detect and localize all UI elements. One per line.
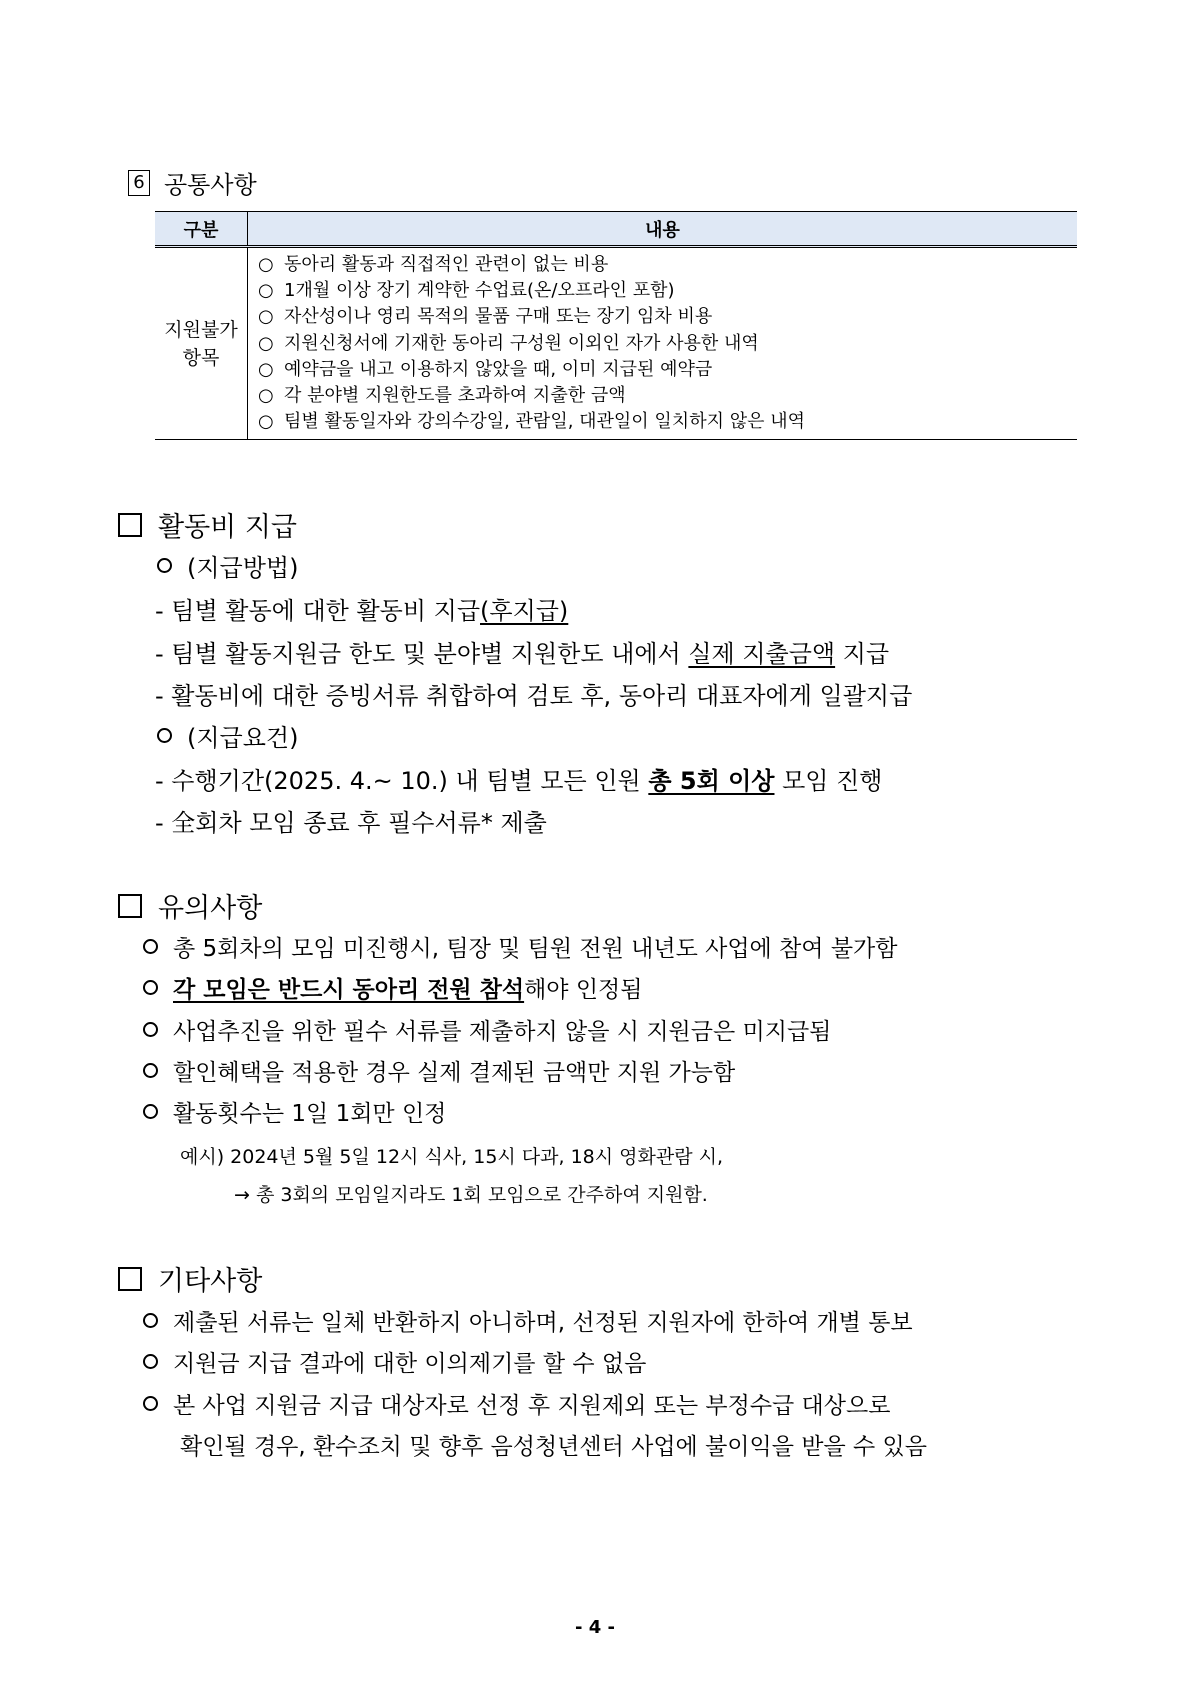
payment-requirement-line-2: - 全회차 모임 종료 후 필수서류* 제출	[155, 809, 547, 837]
payment-method-line-2: - 팀별 활동지원금 한도 및 분야별 지원한도 내에서 실제 지출금액 지급	[155, 640, 890, 668]
payment-requirement-heading: (지급요건)	[157, 718, 298, 753]
table-row	[155, 247, 1077, 440]
bullet-icon: ○	[258, 280, 274, 302]
table-header-row	[155, 212, 1077, 247]
other-item-3-continued: 확인될 경우, 환수조치 및 향후 음성청년센터 사업에 불이익을 받을 수 있음	[180, 1434, 927, 1460]
circle-bullet-icon	[157, 558, 172, 573]
circle-bullet-icon	[143, 1022, 158, 1037]
other-heading	[118, 1259, 262, 1298]
circle-bullet-icon	[157, 728, 172, 743]
caution-item-4: 할인혜택을 적용한 경우 실제 결제된 금액만 지원 가능함	[143, 1054, 735, 1087]
bullet-icon: ○	[258, 411, 274, 433]
section-number-box: 6	[128, 170, 150, 196]
caution-item-2: 각 모임은 반드시 동아리 전원 참석해야 인정됨	[143, 971, 643, 1004]
section-6-heading	[128, 165, 257, 200]
page-number: - 4 -	[575, 1617, 615, 1638]
list-item: ○ 자산성이나 영리 목적의 물품 구매 또는 장기 임차 비용	[258, 304, 1077, 330]
payment-method-line-3: - 활동비에 대한 증빙서류 취합하여 검토 후, 동아리 대표자에게 일괄지급	[155, 682, 913, 710]
bullet-icon: ○	[258, 332, 274, 354]
payment-method-line-1: - 팀별 활동에 대한 활동비 지급(후지급)	[155, 597, 569, 625]
caution-item-1: 총 5회차의 모임 미진행시, 팀장 및 팀원 전원 내년도 사업에 참여 불가함	[143, 930, 897, 963]
bullet-icon: ○	[258, 254, 274, 275]
header-content: 내용	[248, 212, 1078, 247]
list-item: ○ 지원신청서에 기재한 동아리 구성원 이외인 자가 사용한 내역	[258, 331, 1077, 357]
payment-method-heading: (지급방법)	[157, 548, 298, 583]
checkbox-square-icon	[118, 1267, 142, 1291]
payment-requirement-line-1: - 수행기간(2025. 4.~ 10.) 내 팀별 모든 인원 총 5회 이상 모임 진행	[155, 767, 883, 795]
other-item-1: 제출된 서류는 일체 반환하지 아니하며, 선정된 지원자에 한하여 개별 통보	[143, 1304, 913, 1337]
circle-bullet-icon	[143, 1396, 158, 1411]
row-label: 지원불가 항목	[155, 247, 248, 440]
list-item: ○ 동아리 활동과 직접적인 관련이 없는 비용	[258, 252, 1077, 278]
row-content	[248, 247, 1078, 440]
caution-item-3: 사업추진을 위한 필수 서류를 제출하지 않을 시 지원금은 미지급됨	[143, 1013, 831, 1046]
list-item: ○ 각 분야별 지원한도를 초과하여 지출한 금액	[258, 383, 1077, 409]
list-item: ○ 1개월 이상 장기 계약한 수업료(온/오프라인 포함)	[258, 278, 1077, 304]
payment-heading	[118, 505, 297, 544]
list-item: ○ 예약금을 내고 이용하지 않았을 때, 이미 지급된 예약금	[258, 357, 1077, 383]
circle-bullet-icon	[143, 939, 158, 954]
caution-heading	[118, 886, 262, 925]
payment-title: 활동비 지급	[158, 512, 297, 543]
checkbox-square-icon	[118, 513, 142, 537]
circle-bullet-icon	[143, 1313, 158, 1328]
bullet-icon: ○	[258, 306, 274, 328]
section-6-title: 공통사항	[164, 171, 257, 199]
caution-example-line-1: 예시) 2024년 5월 5일 12시 식사, 15시 다과, 18시 영화관람 시,	[180, 1146, 724, 1168]
unsupported-items-table	[155, 211, 1077, 440]
caution-title: 유의사항	[158, 893, 263, 924]
caution-item-5: 활동횟수는 1일 1회만 인정	[143, 1095, 446, 1128]
caution-example-line-2: → 총 3회의 모임일지라도 1회 모임으로 간주하여 지원함.	[234, 1184, 708, 1206]
other-title: 기타사항	[158, 1266, 263, 1297]
header-category: 구분	[155, 212, 248, 247]
list-item: ○ 팀별 활동일자와 강의수강일, 관람일, 대관일이 일치하지 않은 내역	[258, 409, 1077, 435]
circle-bullet-icon	[143, 1354, 158, 1369]
bullet-icon: ○	[258, 385, 274, 407]
bullet-icon: ○	[258, 358, 274, 380]
other-item-2: 지원금 지급 결과에 대한 이의제기를 할 수 없음	[143, 1345, 646, 1378]
circle-bullet-icon	[143, 1063, 158, 1078]
circle-bullet-icon	[143, 1104, 158, 1119]
checkbox-square-icon	[118, 894, 142, 918]
other-item-3: 본 사업 지원금 지급 대상자로 선정 후 지원제외 또는 부정수급 대상으로	[143, 1387, 890, 1420]
circle-bullet-icon	[143, 980, 158, 995]
